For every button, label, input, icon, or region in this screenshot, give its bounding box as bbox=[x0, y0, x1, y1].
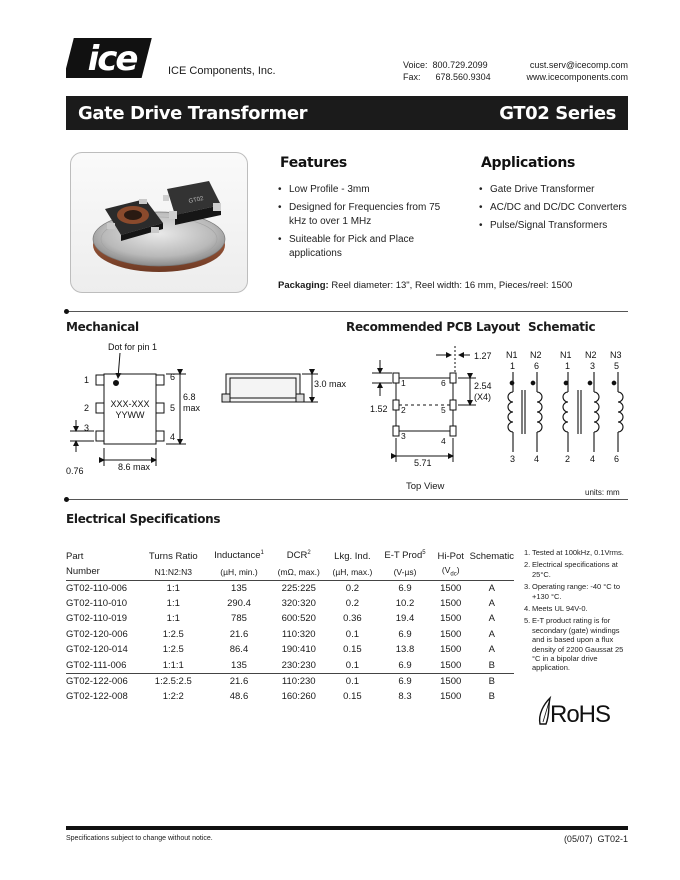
pcb-pitch-dim: 2.54 bbox=[474, 381, 492, 391]
table-header-row bbox=[66, 548, 514, 564]
col-header bbox=[207, 548, 271, 564]
table-cell: A bbox=[488, 597, 495, 609]
thickness-dim: 3.0 max bbox=[314, 379, 347, 389]
col-header: Lkg. Ind. bbox=[334, 550, 371, 562]
table-cell: 1:2:2 bbox=[162, 690, 184, 702]
width-dim: 8.6 max bbox=[118, 462, 151, 472]
table-row bbox=[66, 580, 514, 596]
voice-label: Voice: bbox=[403, 60, 428, 70]
schem-b-n2: N2 bbox=[585, 350, 597, 360]
marking-line-2: YYWW bbox=[115, 410, 145, 420]
footnote-ref: 1 bbox=[260, 550, 264, 557]
schem-a-pin-1: 1 bbox=[510, 361, 516, 371]
footnote-ref: 5 bbox=[422, 550, 426, 557]
table-cell: 1500 bbox=[440, 613, 462, 625]
col-subheader-close: ) bbox=[456, 565, 460, 576]
divider-dot bbox=[64, 309, 69, 314]
col-header bbox=[378, 548, 432, 564]
table-cell: B bbox=[470, 673, 514, 689]
footnote-number: 5. bbox=[524, 616, 531, 626]
table-cell: 1500 bbox=[440, 690, 462, 702]
table-cell: 1500 bbox=[432, 673, 470, 689]
svg-text:GT02: GT02 bbox=[188, 195, 205, 205]
col-header bbox=[271, 548, 327, 564]
electrical-heading: Electrical Specifications bbox=[66, 512, 221, 526]
footer-date: (05/07) bbox=[563, 834, 593, 844]
table-cell: GT02-110-010 bbox=[66, 597, 128, 609]
table-cell: 6.9 bbox=[378, 673, 432, 689]
feature-item: • Low Profile - 3mm bbox=[278, 183, 458, 197]
table-cell: 1:1 bbox=[139, 580, 207, 596]
schem-a-pin-4: 4 bbox=[534, 454, 540, 464]
fax-number: 678.560.9304 bbox=[435, 72, 491, 82]
table-cell: 110:320 bbox=[281, 628, 316, 640]
pcb-pin-2: 2 bbox=[401, 405, 406, 415]
table-cell: 48.6 bbox=[229, 690, 249, 702]
table-cell: 1:1 bbox=[166, 597, 180, 609]
marking-line-1: XXX-XXX bbox=[110, 399, 150, 409]
email-link[interactable]: cust.serv@icecomp.com bbox=[529, 60, 628, 70]
table-cell: 1:1 bbox=[166, 613, 180, 625]
rohs-text: RoHS bbox=[550, 701, 611, 728]
table-row bbox=[66, 611, 514, 627]
footnote bbox=[524, 616, 630, 672]
col-header: Part bbox=[66, 550, 84, 562]
table-row bbox=[66, 658, 514, 674]
company-name: ICE Components, Inc. bbox=[168, 65, 276, 77]
col-subheader bbox=[470, 564, 514, 580]
footnote-number: 3. bbox=[524, 582, 531, 592]
schem-b-pin-2: 2 bbox=[565, 454, 571, 464]
col-header-text: E-T Prod bbox=[384, 550, 423, 562]
series-title: GT02 Series bbox=[499, 103, 616, 124]
col-subheader: (mΩ, max.) bbox=[277, 566, 320, 577]
table-cell: 320:320 bbox=[281, 597, 316, 609]
applications-heading: Applications bbox=[481, 155, 576, 171]
height-dim: 6.8 bbox=[183, 392, 196, 402]
applications-list bbox=[479, 183, 629, 237]
table-cell: 1500 bbox=[440, 659, 462, 671]
table-row bbox=[66, 689, 514, 705]
table-cell: A bbox=[470, 580, 514, 596]
footnote-ref: 2 bbox=[307, 550, 311, 557]
table-row bbox=[66, 642, 514, 658]
schem-a-n1: N1 bbox=[506, 350, 518, 360]
table-cell: 1500 bbox=[432, 580, 470, 596]
table-cell: 1500 bbox=[440, 628, 462, 640]
dot-label: Dot for pin 1 bbox=[108, 342, 158, 352]
phone-fax bbox=[403, 59, 491, 83]
table-cell: 1:2.5 bbox=[162, 628, 184, 640]
electrical-spec-table bbox=[66, 548, 514, 704]
footer-page bbox=[540, 834, 628, 844]
mechanical-side-view bbox=[222, 374, 347, 402]
pin-1-label: 1 bbox=[84, 375, 90, 385]
col-header-text: DCR bbox=[286, 550, 308, 562]
footer-bar bbox=[66, 826, 628, 830]
footnote bbox=[524, 560, 630, 579]
footnotes bbox=[524, 548, 630, 676]
table-cell: 785 bbox=[231, 613, 247, 625]
table-cell: A bbox=[488, 628, 495, 640]
product-photo-drawing bbox=[71, 153, 248, 293]
footnote-text: Tested at 100kHz, 0.1Vrms. bbox=[532, 548, 624, 557]
footnote-text: Operating range: -40 °C to +130 °C. bbox=[532, 582, 621, 601]
table-cell: 0.1 bbox=[327, 673, 379, 689]
pcb-pin-5: 5 bbox=[441, 405, 446, 415]
features-list bbox=[278, 183, 458, 265]
table-cell: B bbox=[488, 659, 495, 671]
table-cell: 13.8 bbox=[395, 644, 415, 656]
table-cell: 230:230 bbox=[281, 659, 316, 671]
transformer-closed bbox=[163, 181, 221, 225]
table-cell: 0.15 bbox=[343, 690, 362, 702]
units-label: units: mm bbox=[585, 488, 620, 497]
schem-b-n3: N3 bbox=[610, 350, 622, 360]
pcb-pitch-count: (X4) bbox=[474, 392, 492, 402]
packaging-line bbox=[278, 280, 572, 291]
table-cell: 1:2.5 bbox=[162, 644, 184, 656]
pcb-pin-4: 4 bbox=[441, 436, 446, 446]
table-cell: 6.9 bbox=[398, 659, 412, 671]
rohs-mark bbox=[534, 694, 614, 728]
schematic-heading: Schematic bbox=[528, 320, 596, 334]
schem-a-n2: N2 bbox=[530, 350, 542, 360]
col-subheader-text: (V bbox=[441, 565, 451, 576]
footnote bbox=[524, 604, 630, 613]
table-cell: 190:410 bbox=[281, 644, 316, 656]
col-subheader: (µH, min.) bbox=[220, 566, 258, 577]
product-title: Gate Drive Transformer bbox=[78, 103, 308, 124]
table-subheader-row bbox=[66, 564, 514, 580]
pin-4-label: 4 bbox=[170, 432, 176, 442]
footnote-text: Electrical specifications at 25°C. bbox=[532, 560, 618, 579]
table-cell: 290.4 bbox=[227, 597, 251, 609]
website-link[interactable]: www.icecomponents.com bbox=[526, 72, 628, 82]
table-cell: 110:230 bbox=[271, 673, 327, 689]
col-header-text: Inductance bbox=[214, 550, 261, 562]
ice-logo bbox=[66, 36, 154, 80]
table-cell: 21.6 bbox=[207, 673, 271, 689]
footnote-text: E-T product rating is for secondary (gate) windings and is based upon a flux density of 2200 Gaussat 25 °C in a bipolar drive application. bbox=[532, 616, 624, 673]
table-cell: 0.1 bbox=[345, 659, 360, 671]
height-dim-max: max bbox=[183, 403, 201, 413]
table-cell: 135 bbox=[207, 580, 271, 596]
application-item: • Gate Drive Transformer bbox=[479, 183, 629, 197]
pin-3-label: 3 bbox=[84, 423, 90, 433]
subscript: dc bbox=[450, 572, 457, 579]
table-cell: GT02-122-006 bbox=[66, 673, 139, 689]
feature-item: • Designed for Frequencies from 75 kHz to over 1 MHz bbox=[278, 201, 458, 229]
mechanical-drawings bbox=[60, 340, 640, 490]
table-cell: 0.2 bbox=[345, 597, 360, 609]
table-cell: 1500 bbox=[440, 644, 462, 656]
col-subheader: Number bbox=[66, 566, 100, 578]
table-cell: 19.4 bbox=[395, 613, 415, 625]
table-cell: 135 bbox=[231, 659, 247, 671]
divider bbox=[66, 499, 628, 500]
mechanical-top-view bbox=[66, 342, 201, 476]
voice-number: 800.729.2099 bbox=[432, 60, 488, 70]
footnote-text: Meets UL 94V-0. bbox=[532, 604, 588, 614]
table-cell: GT02-120-014 bbox=[66, 644, 128, 656]
table-row bbox=[66, 673, 514, 689]
table-body bbox=[66, 580, 514, 704]
pin-6-label: 6 bbox=[170, 372, 176, 382]
col-header: Hi-Pot bbox=[437, 550, 464, 562]
pad-dim: 0.76 bbox=[66, 466, 84, 476]
schematic-a bbox=[506, 350, 542, 464]
pcb-pin-1: 1 bbox=[401, 378, 406, 388]
footnote bbox=[524, 582, 630, 601]
col-subheader bbox=[432, 564, 470, 580]
table-cell: 10.2 bbox=[395, 597, 415, 609]
divider bbox=[66, 311, 628, 312]
top-view-label: Top View bbox=[406, 481, 445, 492]
table-cell: 6.9 bbox=[398, 628, 412, 640]
pcb-pin-3: 3 bbox=[401, 431, 406, 441]
table-cell: 1500 bbox=[440, 597, 462, 609]
table-cell: 0.15 bbox=[343, 644, 362, 656]
table-cell: 1:2.5:2.5 bbox=[139, 673, 207, 689]
mechanical-heading: Mechanical bbox=[66, 320, 139, 334]
col-subheader: (µH, max.) bbox=[332, 566, 373, 577]
schem-b-pin-4: 4 bbox=[590, 454, 596, 464]
schem-a-pin-6: 6 bbox=[534, 361, 540, 371]
fax-label: Fax: bbox=[403, 72, 421, 82]
schematic-b bbox=[560, 350, 623, 464]
schem-b-pin-1: 1 bbox=[565, 361, 571, 371]
col-subheader: (V-µs) bbox=[393, 566, 417, 577]
pcb-pin-6: 6 bbox=[441, 378, 446, 388]
col-header: Schematic bbox=[469, 550, 514, 562]
table-cell: 0.1 bbox=[345, 628, 360, 640]
table-cell: A bbox=[488, 613, 495, 625]
logo-text: ice bbox=[87, 39, 137, 79]
table-cell: 160:260 bbox=[281, 690, 316, 702]
table-cell: GT02-111-006 bbox=[66, 659, 127, 671]
pin-2-label: 2 bbox=[84, 403, 90, 413]
table-row bbox=[66, 627, 514, 643]
pcb-layout bbox=[370, 346, 492, 468]
table-cell: B bbox=[488, 690, 495, 702]
footnote bbox=[524, 548, 630, 557]
table-cell: 21.6 bbox=[229, 628, 249, 640]
pcb-pad-width-dim: 1.27 bbox=[474, 351, 492, 361]
email-web bbox=[500, 59, 628, 83]
application-item: • AC/DC and DC/DC Converters bbox=[479, 201, 629, 215]
table-cell: 600:520 bbox=[281, 613, 316, 625]
pin-5-label: 5 bbox=[170, 403, 176, 413]
table-cell: 225:225 bbox=[271, 580, 327, 596]
schem-a-pin-3: 3 bbox=[510, 454, 516, 464]
footnote-number: 4. bbox=[524, 604, 531, 614]
table-cell: 0.2 bbox=[327, 580, 379, 596]
table-cell: 6.9 bbox=[378, 580, 432, 596]
table-cell: 8.3 bbox=[398, 690, 412, 702]
table-cell: A bbox=[488, 644, 495, 656]
schem-b-pin-6: 6 bbox=[614, 454, 620, 464]
leaf-icon bbox=[540, 698, 550, 724]
footnote-number: 2. bbox=[524, 560, 531, 570]
footer-page-number: GT02-1 bbox=[597, 834, 628, 844]
schem-b-n1: N1 bbox=[560, 350, 572, 360]
pcb-span-dim: 5.71 bbox=[414, 458, 432, 468]
table-row bbox=[66, 596, 514, 612]
pcb-heading: Recommended PCB Layout bbox=[346, 320, 520, 334]
schem-b-pin-5: 5 bbox=[614, 361, 620, 371]
table-cell: 86.4 bbox=[229, 644, 249, 656]
title-bar bbox=[66, 96, 628, 130]
pcb-pad-height-dim: 1.52 bbox=[370, 404, 388, 414]
feature-item: • Suiteable for Pick and Place applications bbox=[278, 233, 458, 261]
packaging-text: Reel diameter: 13", Reel width: 16 mm, Pieces/reel: 1500 bbox=[331, 280, 573, 291]
table-cell: GT02-120-006 bbox=[66, 628, 128, 640]
table-cell: GT02-110-006 bbox=[66, 580, 139, 596]
table-cell: 0.36 bbox=[343, 613, 362, 625]
product-photo bbox=[70, 152, 248, 293]
footer-disclaimer: Specifications subject to change without notice. bbox=[66, 835, 213, 842]
footnote-number: 1. bbox=[524, 548, 531, 557]
table-cell: GT02-110-019 bbox=[66, 613, 128, 625]
application-item: • Pulse/Signal Transformers bbox=[479, 219, 629, 233]
table-cell: 1:1:1 bbox=[162, 659, 184, 671]
divider-dot bbox=[64, 497, 69, 502]
packaging-label: Packaging: bbox=[278, 280, 329, 291]
features-heading: Features bbox=[280, 155, 347, 171]
table-cell: GT02-122-008 bbox=[66, 690, 128, 702]
col-subheader: N1:N2:N3 bbox=[154, 566, 192, 577]
col-header: Turns Ratio bbox=[148, 550, 198, 562]
schem-b-pin-3: 3 bbox=[590, 361, 596, 371]
